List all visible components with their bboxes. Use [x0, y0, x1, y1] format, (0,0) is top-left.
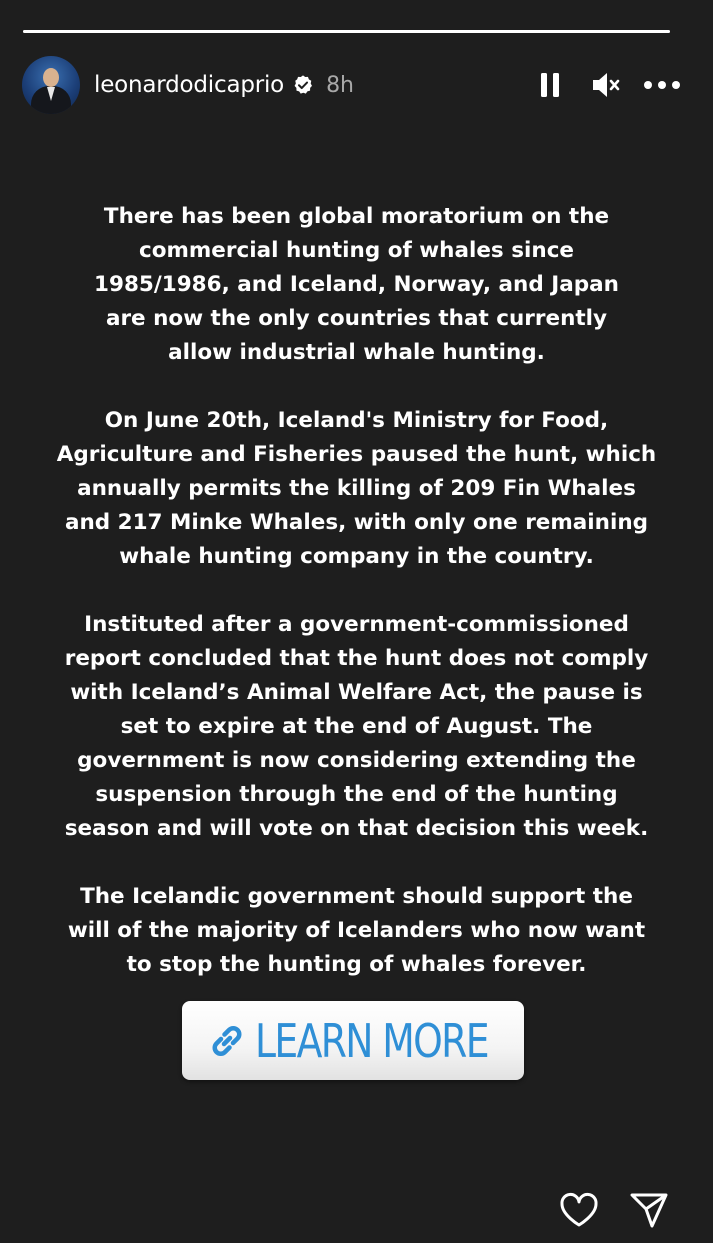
mute-button[interactable] — [586, 67, 626, 103]
like-button[interactable] — [557, 1188, 601, 1232]
post-time: 8h — [326, 72, 355, 98]
story-progress-fill — [23, 30, 670, 33]
story-header — [22, 55, 682, 115]
learn-more-link-sticker[interactable] — [182, 1001, 524, 1080]
heart-icon — [559, 1192, 599, 1228]
muted-speaker-icon — [591, 71, 621, 99]
avatar[interactable] — [22, 56, 80, 114]
paragraph-moratorium: There has been global moratorium on the commercial hunting of whales since 1985/1986, and Iceland, Norway, and Japan are now the only countries that currently allow industrial whale hunting. — [94, 204, 619, 365]
story-text — [30, 200, 683, 1016]
username[interactable]: leonardodicaprio — [94, 72, 285, 98]
paragraph-call-to-action: The Icelandic government should support the will of the majority of Icelanders who now want to stop the hunting of whales forever. — [67, 884, 646, 977]
more-options-button[interactable] — [642, 67, 682, 103]
paragraph-hunt-paused: On June 20th, Iceland's Ministry for Food, Agriculture and Fisheries paused the hunt, which annually permits the killing of 209 Fin Whales and 217 Minke Whales, with only one remaining whale hunting company in the country. — [56, 408, 657, 569]
story-footer — [531, 1188, 671, 1232]
paragraph-welfare-act: Instituted after a government-commissioned report concluded that the hunt does not comply with Iceland’s Animal Welfare Act, the pause is set to expire at the end of August. The government is now considering extending the suspension through the end of the hunting season and will vote on that decision this week. — [64, 612, 649, 841]
pause-icon — [538, 71, 562, 99]
pause-button[interactable] — [530, 67, 570, 103]
verified-badge-icon — [292, 74, 314, 96]
more-options-icon — [643, 80, 681, 90]
send-icon — [629, 1191, 669, 1229]
learn-more-label: LEARN MORE — [254, 1013, 488, 1068]
share-button[interactable] — [627, 1188, 671, 1232]
story-progress-bar — [23, 30, 670, 33]
story-controls — [514, 67, 682, 103]
link-icon — [207, 1021, 247, 1061]
